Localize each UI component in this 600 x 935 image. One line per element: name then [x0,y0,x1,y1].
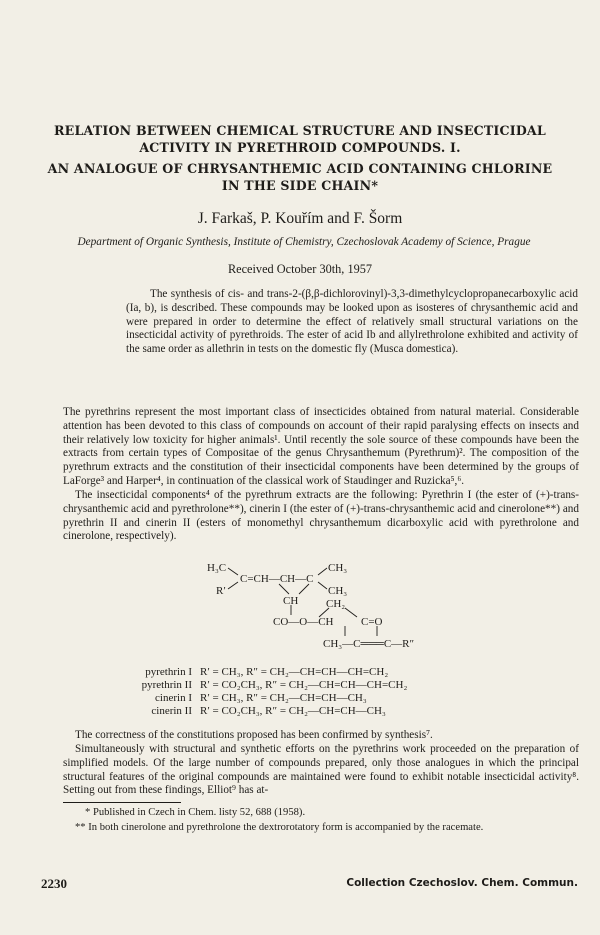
affiliation: Department of Organic Synthesis, Institute of Chemistry, Czechoslovak Academy of Science, Prague [77,236,531,248]
compound-definition: R′ = CH₃, R″ = CH₂—CH=CH—CH₃ [200,692,367,704]
received-date: Received October 30th, 1957 [227,262,373,276]
formula-ch2: CH₂ [326,598,346,610]
compound-name: cinerin II [151,705,192,717]
footnote-rule [63,802,181,803]
formula-h3c: H₃C [207,562,227,574]
title-line-3: AN ANALOGUE OF CHRYSANTHEMIC ACID CONTAINING CHLORINE [47,161,553,176]
compound-name: pyrethrin I [145,666,192,678]
footnote-2: ** In both cinerolone and pyrethrolone the dextrorotatory form is accompanied by the racemate. [75,822,484,833]
formula-keto: C=O [361,616,383,628]
compound-definition: R′ = CO₂CH₃, R″ = CH₂—CH=CH—CH=CH₂ [200,679,408,691]
formula-bottom-ring: CH₃—C═══C—R″ [323,638,415,650]
title-line-1: RELATION BETWEEN CHEMICAL STRUCTURE AND INSECTICIDAL [54,123,546,138]
compound-definition: R′ = CO₂CH₃, R″ = CH₂—CH=CH—CH₃ [200,705,386,717]
body-paragraph-3: The correctness of the constitutions proposed has been confirmed by synthesis⁷. [75,729,433,741]
title-line-4: IN THE SIDE CHAIN* [221,178,379,193]
body-paragraph-1: The pyrethrins represent the most important class of insecticides obtained from natural material. Considerable attention has been devoted to this class of compounds on account of their rapid paralysing effects on insects and their relatively low toxicity for higher animals¹. Until recently the sole source of these compounds have been the extracts from certain types of Compositae of the genus Chrysanthemum (Pyrethrum)². The composition of the pyrethrum extracts and the constitution of their insecticidal components have been determined by the groups of LaForge³ and Harper⁴, in continuation of the classical work of Staudinger and Ruzicka⁵,⁶. [63,406,579,487]
structural-formula [185,558,445,666]
body-paragraph-2: The insecticidal components⁴ of the pyrethrum extracts are the following: Pyrethrin I (the ester of (+)-trans-chrysanthemic acid and pyrethrolone**), cinerin I (the ester of (+)-trans-chrysanthemic acid and cinerolone**) and pyrethrin II and cinerin II (esters of monomethyl chrysanthemum dicarboxylic acid with pyrethrolone and cinerolone, respectively). [63,489,579,543]
formula-ester: CO—O—CH [273,616,334,628]
title-line-2: ACTIVITY IN PYRETHROID COMPOUNDS. I. [139,140,461,155]
formula-ch3-bottom: CH₃ [328,585,348,597]
page-number: 2230 [41,876,67,891]
body-paragraph-4: Simultaneously with structural and synthetic efforts on the pyrethrins work proceeded on the preparation of simplified models. Of the large number of compounds prepared, only those analogues in which the principal structural features of the original compounds are maintained were found to exhibit notable insecticidal activity⁸. Setting out from these findings, Elliot⁹ has at- [63,743,579,797]
compound-definition: R′ = CH₃, R″ = CH₂—CH=CH—CH=CH₂ [200,666,389,678]
formula-chain: C=CH—CH—C [240,573,314,585]
journal-name: Collection Czechoslov. Chem. Commun. [346,877,578,889]
authors: J. Farkaš, P. Kouřím and F. Šorm [197,210,403,227]
formula-r-prime: R′ [216,585,226,597]
formula-ch: CH [283,595,299,607]
footnote-1: * Published in Czech in Chem. listy 52, 688 (1958). [85,807,306,818]
compound-name: pyrethrin II [141,679,192,691]
compound-name: cinerin I [155,692,192,704]
formula-ch3-top: CH₃ [328,562,348,574]
abstract: The synthesis of cis- and trans-2-(β,β-dichlorovinyl)-3,3-dimethylcyclopropanecarboxylic acid (Ia, b), is described. These compounds may be looked upon as isosteres of chrysanthemic acid and were prepared in order to determine the effect of relatively small structural variations on the insecticidal activity of pyrethroids. The ester of acid Ib and allylrethrolone exhibited and activity of the same order as allethrin in tests on the domestic fly (Musca domestica). [126,288,578,355]
